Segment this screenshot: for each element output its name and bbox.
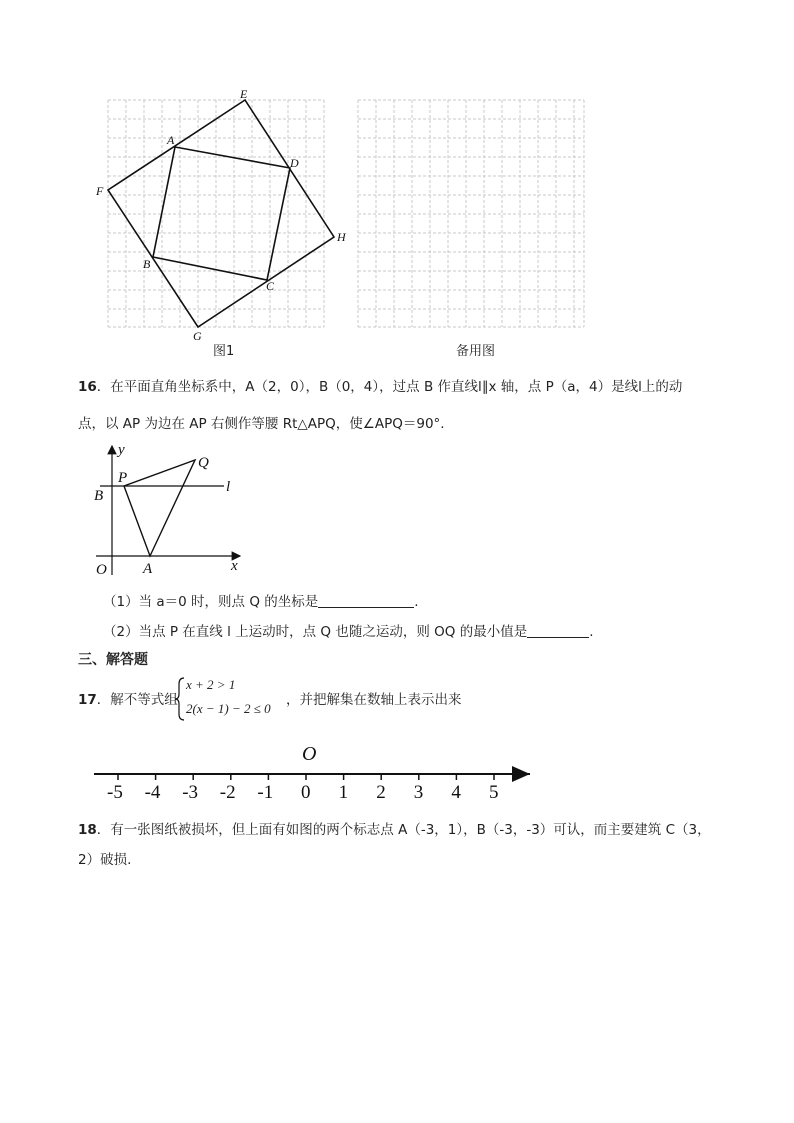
q18-number: 18 <box>78 822 97 838</box>
number-line-label: 4 <box>451 782 461 803</box>
label-D: D <box>290 156 299 170</box>
label-Q: Q <box>198 455 209 471</box>
label-G: G <box>193 329 202 343</box>
figure-1-caption: 图1 <box>213 344 235 359</box>
q17-prefix: 17．解不等式组 <box>78 692 178 708</box>
figure-1 <box>90 85 360 345</box>
number-line-label: -1 <box>257 782 274 803</box>
label-E: E <box>240 87 248 101</box>
q17-suffix: ，并把解集在数轴上表示出来 <box>286 692 462 708</box>
number-line-origin: O <box>302 743 317 765</box>
label-O: O <box>96 562 107 578</box>
number-line-label: 3 <box>413 782 424 803</box>
label-F: F <box>96 184 104 198</box>
q17-number-line <box>88 740 538 805</box>
axis-label-y: y <box>118 442 125 458</box>
q16-line2: 点，以 AP 为边在 AP 右侧作等腰 Rt△APQ，使∠APQ＝90°. <box>78 416 445 432</box>
q16-sub1: （1）当 a＝0 时，则点 Q 的坐标是 . <box>103 594 419 610</box>
number-line-label: -4 <box>144 782 161 803</box>
backup-grid-caption: 备用图 <box>456 344 496 359</box>
q16-figure <box>88 440 253 580</box>
q16-sub2: （2）当点 P 在直线 l 上运动时，点 Q 也随之运动，则 OQ 的最小值是 . <box>103 624 594 640</box>
q16-sub1-blank[interactable] <box>318 593 414 608</box>
number-line-label: 5 <box>489 782 499 803</box>
axis-label-x: x <box>231 558 238 574</box>
label-H: H <box>337 230 346 244</box>
label-l: l <box>226 479 231 495</box>
label-C: C <box>266 279 275 293</box>
label-A: A <box>167 133 175 147</box>
label-B: B <box>143 257 151 271</box>
triangle-apq <box>124 460 195 556</box>
label-B16: B <box>94 488 104 504</box>
label-P: P <box>118 470 128 486</box>
number-line-label: -3 <box>182 782 199 803</box>
q18-line1: 18．有一张图纸被损坏，但上面有如图的两个标志点 A（-3，1），B（-3，-3）可认，而主要建筑 C（3， <box>78 822 711 838</box>
q16-sub2-blank[interactable] <box>527 623 589 638</box>
number-line-label: -5 <box>107 782 123 803</box>
label-A16: A <box>143 561 153 577</box>
q17-inequality-2: 2(x − 1) − 2 ≤ 0 <box>186 701 271 716</box>
q18-line2: 2）破损. <box>78 852 132 868</box>
number-line-label: -2 <box>219 782 236 803</box>
number-line-label: 1 <box>338 782 349 803</box>
q17-number: 17 <box>78 692 97 708</box>
section-3-title: 三、解答题 <box>78 652 148 668</box>
number-line-label: 0 <box>301 782 311 803</box>
number-line-label: 2 <box>376 782 386 803</box>
q16-line1 <box>78 377 682 397</box>
backup-grid <box>355 98 587 330</box>
q17-inequality-1: x + 2 > 1 <box>186 677 236 692</box>
q17-brace <box>174 676 186 722</box>
grid-1 <box>108 100 324 327</box>
q16-text-1: ．在平面直角坐标系中，A（2，0），B（0，4），过点 B 作直线l∥x 轴，点 P（a，4）是线l上的动 <box>96 379 683 395</box>
q16-number: 16 <box>78 379 97 395</box>
